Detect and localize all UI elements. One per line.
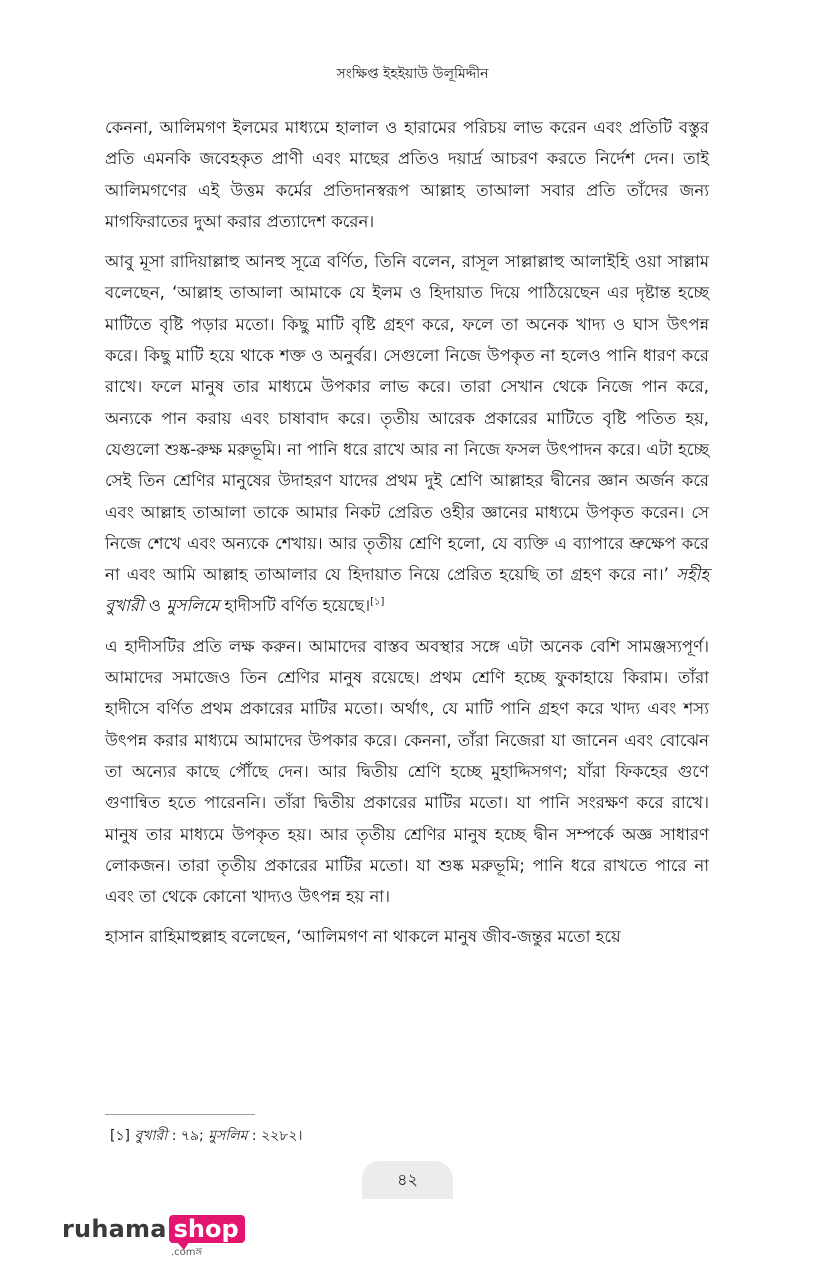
footnote-marker: [১]	[110, 1128, 131, 1144]
source-conjunction: ও	[148, 596, 162, 616]
source-bukhari: সহীহ বুখারী	[105, 565, 709, 616]
paragraph-3: এ হাদীসটির প্রতি লক্ষ করুন। আমাদের বাস্তব অবস্থার সঙ্গে এটা অনেক বেশি সামঞ্জস্যপূর্ণ। আমাদের সমাজেও তিন শ্রেণির মানুষ রয়েছে। প্রথম শ্রেণি হচ্ছে ফুকাহায়ে কিরাম। তাঁরা হাদীসে বর্ণিত প্রথম প্রকারের মাটির মতো। অর্থাৎ, যে মাটি পানি গ্রহণ করে খাদ্য এবং শস্য উৎপন্ন করার মাধ্যমে আমাদের উপকার করে। কেননা, তাঁরা নিজেরা যা জানেন এবং বোঝেন তা অন্যের কাছে পৌঁছে দেন। আর দ্বিতীয় শ্রেণি হচ্ছে মুহাদ্দিসগণ; যাঁরা ফিকহের গুণে গুণান্বিত হতে পারেননি। তাঁরা দ্বিতীয় প্রকারের মাটির মতো। যা পানি সংরক্ষণ করে রাখে। মানুষ তার মাধ্যমে উপকৃত হয়। আর তৃতীয় শ্রেণির মানুষ হচ্ছে দ্বীন সম্পর্কে অজ্ঞ সাধারণ লোকজন। তারা তৃতীয় প্রকারের মাটির মতো। যা শুষ্ক মরুভূমি; পানি ধরে রাখতে পারে না এবং তা থেকে কোনো খাদ্যও উৎপন্ন হয় না।	[105, 636, 709, 907]
paragraph-2	[105, 246, 709, 622]
paragraph-4: হাসান রাহিমাহুল্লাহ বলেছেন, ‘আলিমগণ না থাকলে মানুষ জীব-জন্তুর মতো হয়ে	[105, 927, 621, 947]
page-number-label: ৪২	[397, 1169, 418, 1189]
footnote-divider	[105, 1114, 255, 1115]
brand-name: ruhama	[62, 1215, 167, 1243]
brand-domain: .comঙ্গ	[171, 1247, 203, 1258]
brand-logo	[62, 1215, 245, 1258]
brand-shop-badge: shop	[169, 1215, 245, 1243]
footnote-source-1: বুখারী	[134, 1128, 168, 1144]
footnote-source-2: মুসলিম	[208, 1128, 248, 1144]
source-muslim: মুসলিমে	[166, 596, 220, 616]
main-text	[105, 112, 709, 962]
running-title: সংক্ষিপ্ত ইহইয়াউ উলূমিদ্দীন	[336, 66, 489, 82]
footnote	[110, 1124, 302, 1148]
footnote-ref-1: : ৭৯;	[171, 1128, 204, 1144]
footnote-ref[interactable]: [১]	[370, 596, 385, 608]
footnote-ref-2: : ২২৮২।	[251, 1128, 303, 1144]
paragraph-1: কেননা, আলিমগণ ইলমের মাধ্যমে হালাল ও হারামের পরিচয় লাভ করেন এবং প্রতিটি বস্তুর প্রতি এমনকি জবেহকৃত প্রাণী এবং মাছের প্রতিও দয়ার্দ্র আচরণ করতে নির্দেশ দেন। তাই আলিমগণের এই উত্তম কর্মের প্রতিদানস্বরূপ আল্লাহ তাআলা সবার প্রতি তাঁদের জন্য মাগফিরাতের দুআ করার প্রত্যাদেশ করেন।	[105, 118, 709, 231]
hadith-tail: হাদীসটি বর্ণিত হয়েছে।	[224, 596, 371, 616]
hadith-text: আবু মূসা রাদিয়াল্লাহু আনহু সূত্রে বর্ণিত, তিনি বলেন, রাসূল সাল্লাল্লাহু আলাইহি ওয়া সাল্লাম বলেছেন, ‘আল্লাহ তাআলা আমাকে যে ইলম ও হিদায়াত দিয়ে পাঠিয়েছেন এর দৃষ্টান্ত হচ্ছে মাটিতে বৃষ্টি পড়ার মতো। কিছু মাটি বৃষ্টি গ্রহণ করে, ফলে তা অনেক খাদ্য ও ঘাস উৎপন্ন করে। কিছু মাটি হয়ে থাকে শক্ত ও অনুর্বর। সেগুলো নিজে উপকৃত না হলেও পানি ধারণ করে রাখে। ফলে মানুষ তার মাধ্যমে উপকার লাভ করে। তারা সেখান থেকে নিজে পান করে, অন্যকে পান করায় এবং চাষাবাদ করে। তৃতীয় আরেক প্রকারের মাটিতে বৃষ্টি পতিত হয়, যেগুলো শুষ্ক-রুক্ষ মরুভূমি। না পানি ধরে রাখে আর না নিজে ফসল উৎপাদন করে। এটা হচ্ছে সেই তিন শ্রেণির মানুষের উদাহরণ যাদের প্রথম দুই শ্রেণি আল্লাহর দ্বীনের জ্ঞান অর্জন করে এবং আল্লাহ তাআলা তাকে আমার নিকট প্রেরিত ওহীর জ্ঞানের মাধ্যমে উপকৃত করেন। সে নিজে শেখে এবং অন্যকে শেখায়। আর তৃতীয় শ্রেণি হলো, যে ব্যক্তি এ ব্যাপারে ভ্রুক্ষেপ করে না এবং আমি আল্লাহ তাআলার যে হিদায়াত নিয়ে প্রেরিত হয়েছি তা গ্রহণ করে না।’	[105, 252, 709, 585]
page-number	[362, 1161, 453, 1199]
